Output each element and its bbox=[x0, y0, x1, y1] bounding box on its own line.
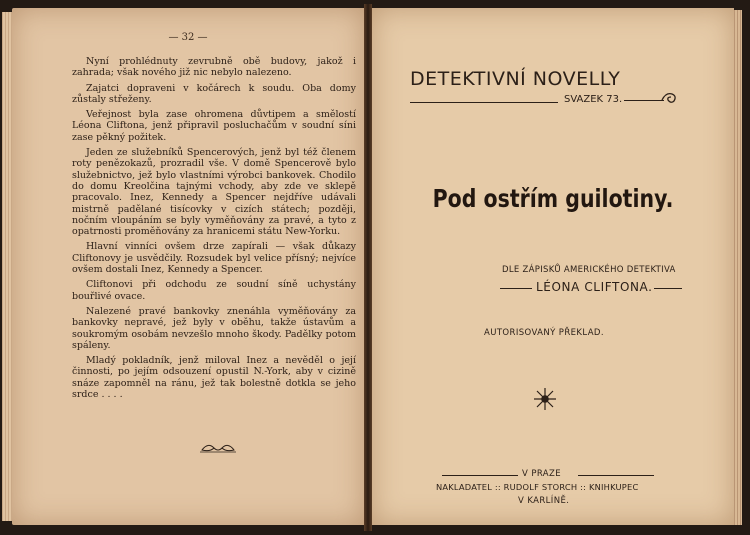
translation-note: AUTORISOVANÝ PŘEKLAD. bbox=[484, 328, 604, 338]
author-name: LÉONA CLIFTONA. bbox=[536, 280, 653, 294]
paragraph: Mladý pokladník, jenž miloval Inez a nevěděl o její činnosti, po jejím odsouzení opustil N.-York, aby v cizině snáze zapomněl na ránu, jež tak bolestně dotkla se jeho srdce . . . . bbox=[72, 355, 356, 401]
leaf-ornament-icon bbox=[198, 440, 238, 454]
paragraph: Nalezené pravé bankovky znenáhla vyměňovány za bankovky nepravé, jež byly v oběhu, takže ústavům a soukromým osobám nevzešlo mnoho škody. Padělky potom spáleny. bbox=[72, 305, 356, 351]
body-text bbox=[72, 56, 356, 404]
paragraph: Hlavní vinníci ovšem drze zapírali — však důkazy Cliftonovy je usvědčily. Rozsudek byl velice přísný; nejvíce ovšem dostali Inez, Kennedy a Spencer. bbox=[72, 241, 356, 276]
series-rule bbox=[624, 100, 664, 101]
imprint-city: V KARLÍNĚ. bbox=[518, 496, 570, 506]
left-page bbox=[12, 8, 364, 525]
right-page bbox=[372, 8, 734, 525]
paragraph: Cliftonovi při odchodu ze soudní síně uchystány bouřlivé ovace. bbox=[72, 279, 356, 302]
series-issue: SVAZEK 73. bbox=[564, 94, 623, 105]
swirl-ornament-icon bbox=[660, 88, 680, 108]
page-edges-right bbox=[734, 10, 742, 525]
paragraph: Zajatci dopraveni v kočárech k soudu. Oba domy zůstaly střeženy. bbox=[72, 82, 356, 105]
publisher-line: NAKLADATEL :: RUDOLF STORCH :: KNIHKUPEC bbox=[436, 482, 639, 492]
series-rule bbox=[410, 102, 558, 103]
source-line: DLE ZÁPISKŮ AMERICKÉHO DETEKTIVA bbox=[502, 265, 676, 275]
book-gutter bbox=[364, 4, 372, 531]
page-number: — 32 — bbox=[168, 32, 208, 43]
author-rule bbox=[500, 288, 532, 289]
series-title: DETEKTIVNÍ NOVELLY bbox=[410, 68, 621, 90]
imprint-rule bbox=[442, 475, 518, 476]
imprint-rule bbox=[578, 475, 654, 476]
paragraph: Jeden ze služebníků Spencerových, jenž byl též členem roty penězokazů, prozradil vše. V domě Spencerově bylo služebnictvo, jež bylo vlastními výrobci bankovek. Chodilo do domu Kreolčina tajnými vchody, aby zde ve sklepě pracovalo. Inez, Kennedy a Spencer nejdříve udávali mistrně padělané tisícovky v cizích státech; později, nočním vloupáním se byly vyměňovány za pravé, a tyto z opatrnosti proměňovány za hranicemi státu New-Yorku. bbox=[72, 147, 356, 238]
imprint-place: V PRAZE bbox=[522, 469, 562, 479]
author-rule bbox=[654, 288, 682, 289]
book-title: Pod ostřím guilotiny. bbox=[432, 184, 674, 213]
paragraph: Veřejnost byla zase ohromena důvtipem a smělostí Léona Cliftona, jenž připravil posluchačům v soudní síni zase pěkný požitek. bbox=[72, 109, 356, 143]
star-ornament-icon bbox=[532, 386, 558, 412]
paragraph: Nyní prohlédnuty zevrubně obě budovy, jakož i zahrada; však nového již nic nebylo nalezeno. bbox=[72, 56, 356, 79]
